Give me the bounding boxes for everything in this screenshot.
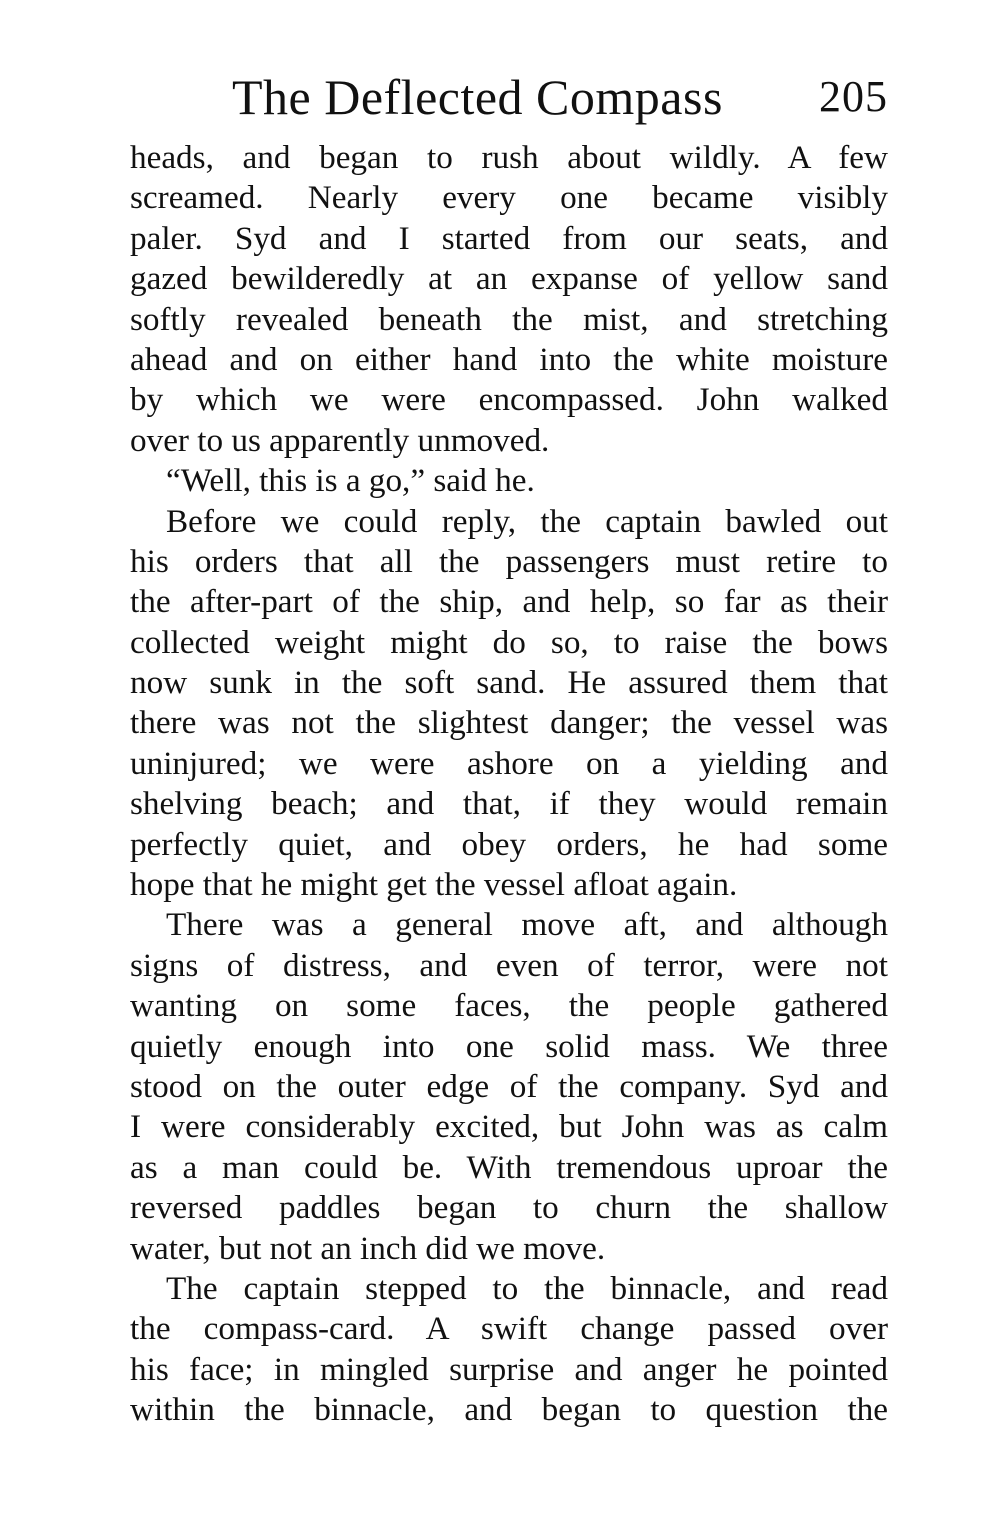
paragraph-start-line: “Well, this is a go,” said he. xyxy=(166,462,535,500)
running-title: The Deflected Compass xyxy=(232,69,723,125)
paragraph-start-line: The captain stepped to the binnacle, and read xyxy=(166,1269,888,1307)
text-line: within the binnacle, and began to question the xyxy=(130,1391,888,1429)
text-line: shelving beach; and that, if they would remain xyxy=(130,785,888,823)
text-line: heads, and began to rush about wildly. A few xyxy=(130,139,888,176)
text-line: over to us apparently unmoved. xyxy=(130,421,550,459)
paragraph-start-line: There was a general move aft, and although xyxy=(166,906,888,944)
text-line: as a man could be. With tremendous uproar the xyxy=(130,1148,888,1186)
body-text xyxy=(130,138,888,1431)
text-line: reversed paddles began to churn the shallow xyxy=(130,1189,888,1227)
running-header xyxy=(130,62,888,132)
page-number: 205 xyxy=(819,72,888,121)
text-line: stood on the outer edge of the company. Syd and xyxy=(130,1067,888,1105)
text-line: softly revealed beneath the mist, and stretching xyxy=(130,300,888,338)
text-line: his orders that all the passengers must retire to xyxy=(130,542,888,580)
text-line: by which we were encompassed. John walked xyxy=(130,381,888,419)
text-line: quietly enough into one solid mass. We three xyxy=(130,1027,888,1065)
text-line: his face; in mingled surprise and anger he pointed xyxy=(130,1350,888,1388)
text-line: collected weight might do so, to raise the bows xyxy=(130,623,888,661)
text-line: screamed. Nearly every one became visibly xyxy=(130,179,888,217)
text-line: the after-part of the ship, and help, so far as their xyxy=(130,583,888,621)
text-line: hope that he might get the vessel afloat again. xyxy=(130,866,738,904)
text-line: paler. Syd and I started from our seats, and xyxy=(130,219,888,257)
text-line: there was not the slightest danger; the vessel was xyxy=(130,704,888,742)
text-line: signs of distress, and even of terror, were not xyxy=(130,946,888,984)
text-line: perfectly quiet, and obey orders, he had some xyxy=(130,825,888,863)
text-line: the compass-card. A swift change passed over xyxy=(130,1310,888,1348)
text-line: I were considerably excited, but John was as calm xyxy=(130,1108,888,1146)
text-line: gazed bewilderedly at an expanse of yellow sand xyxy=(130,260,888,298)
text-line: now sunk in the soft sand. He assured them that xyxy=(130,664,888,702)
text-line: uninjured; we were ashore on a yielding and xyxy=(130,744,888,782)
text-line: wanting on some faces, the people gathered xyxy=(130,987,888,1025)
text-line: ahead and on either hand into the white moisture xyxy=(130,340,888,378)
text-line: water, but not an inch did we move. xyxy=(130,1229,606,1267)
paragraph-start-line: Before we could reply, the captain bawled out xyxy=(166,502,888,540)
